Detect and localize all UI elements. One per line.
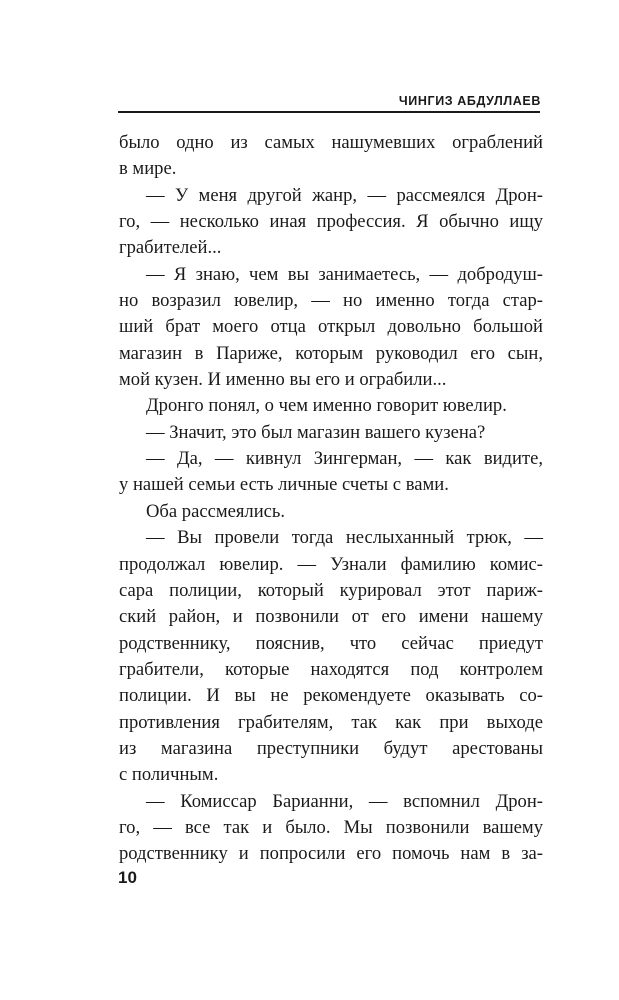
body-text — [119, 130, 543, 868]
text-line: — Значит, это был магазин вашего кузена? — [146, 421, 486, 443]
text-line: го, — все так и было. Мы позвонили вашему — [119, 816, 543, 838]
text-line: полиции. И вы не рекомендуете оказывать со- — [119, 685, 543, 707]
text-line: было одно из самых нашумевших ограблений — [119, 132, 543, 153]
text-line: — Да, — кивнул Зингерман, — как видите, — [146, 448, 543, 470]
text-line: го, — несколько иная профессия. Я обычно ищу — [119, 211, 543, 233]
page-number: 10 — [118, 868, 137, 887]
header-divider — [118, 111, 540, 113]
text-line: продолжал ювелир. — Узнали фамилию комис- — [119, 553, 543, 575]
text-line: Дронго понял, о чем именно говорит ювелир. — [146, 395, 507, 417]
text-line: из магазина преступники будут арестованы — [119, 737, 543, 759]
text-line: с поличным. — [119, 764, 219, 786]
text-line: в мире. — [119, 158, 177, 180]
text-line: грабителей... — [119, 237, 222, 259]
text-line: — У меня другой жанр, — рассмеялся Дрон- — [146, 184, 543, 206]
text-line: мой кузен. И именно вы его и ограбили... — [119, 369, 447, 391]
text-line: ший брат моего отца открыл довольно большой — [119, 316, 543, 338]
text-line: — Комиссар Барианни, — вспомнил Дрон- — [146, 790, 543, 812]
text-line: родственнику, пояснив, что сейчас приедут — [119, 632, 543, 654]
text-line: но возразил ювелир, — но именно тогда стар- — [119, 290, 543, 312]
text-line: — Я знаю, чем вы занимаетесь, — добродуш- — [146, 263, 543, 285]
text-line: Оба рассмеялись. — [146, 500, 286, 522]
text-line: противления грабителям, так как при выходе — [119, 711, 543, 733]
text-line: сара полиции, который курировал этот париж- — [119, 579, 543, 601]
text-line: — Вы провели тогда неслыханный трюк, — — [146, 527, 543, 549]
text-line: магазин в Париже, которым руководил его сын, — [119, 342, 543, 364]
text-line: родственнику и попросили его помочь нам в за- — [119, 843, 543, 865]
text-line: у нашей семьи есть личные счеты с вами. — [119, 474, 449, 496]
text-line: ский район, и позвонили от его имени нашему — [119, 606, 543, 628]
text-line: грабители, которые находятся под контролем — [119, 658, 543, 680]
running-header-author: ЧИНГИЗ АБДУЛЛАЕВ — [398, 94, 541, 108]
